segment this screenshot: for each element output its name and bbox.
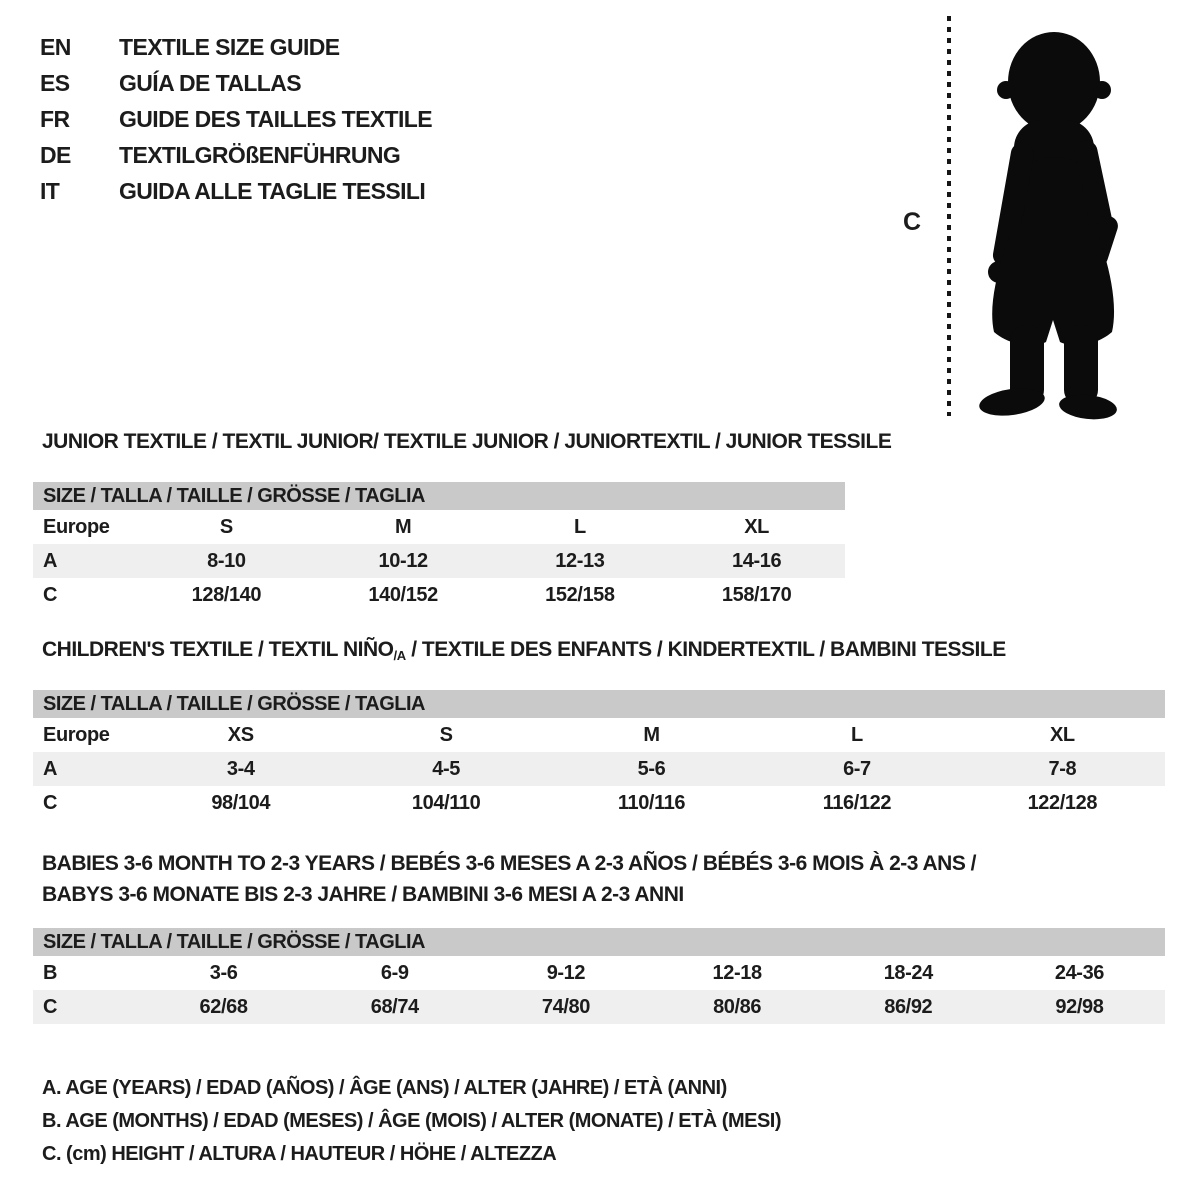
table-cell: S <box>219 515 233 538</box>
table-cell: 3-6 <box>209 961 238 984</box>
table-cell: 98/104 <box>211 791 271 814</box>
table-cell: 74/80 <box>541 995 590 1018</box>
size-table-header: SIZE / TALLA / TAILLE / GRÖSSE / TAGLIA <box>33 482 845 510</box>
table-cell: 5-6 <box>637 757 666 780</box>
babies-section-title-line2: BABYS 3-6 MONATE BIS 2-3 JAHRE / BAMBINI 3-6 MESI A 2-3 ANNI <box>42 883 684 906</box>
table-cell: L <box>851 723 863 746</box>
table-cell: S <box>439 723 453 746</box>
legend-line-c: C. (cm) HEIGHT / ALTURA / HAUTEUR / HÖHE / ALTEZZA <box>42 1143 557 1165</box>
table-row <box>33 578 845 612</box>
language-row-es <box>40 65 432 101</box>
table-cell: 104/110 <box>411 791 481 814</box>
toddler-silhouette-icon <box>962 20 1142 420</box>
language-code: EN <box>40 33 71 60</box>
children-section-title <box>42 638 1006 663</box>
table-cell: 18-24 <box>883 961 933 984</box>
table-row <box>33 544 845 578</box>
language-title: GUIDA ALLE TAGLIE TESSILI <box>119 177 426 204</box>
table-row <box>33 718 1165 752</box>
height-label-c: C <box>903 208 922 236</box>
table-cell: 12-18 <box>712 961 762 984</box>
row-label: B <box>43 961 58 984</box>
table-cell: M <box>643 723 660 746</box>
table-cell: 6-7 <box>843 757 871 780</box>
language-title: GUÍA DE TALLAS <box>119 69 301 96</box>
table-cell: 10-12 <box>378 549 428 572</box>
row-label: C <box>43 791 58 814</box>
language-row-it <box>40 173 432 209</box>
table-row <box>33 990 1165 1024</box>
size-table-header: SIZE / TALLA / TAILLE / GRÖSSE / TAGLIA <box>33 690 1165 718</box>
table-cell: 152/158 <box>545 583 615 606</box>
table-row <box>33 956 1165 990</box>
table-cell: 116/122 <box>822 791 892 814</box>
table-cell: 12-13 <box>555 549 605 572</box>
table-cell: 8-10 <box>207 549 246 572</box>
table-cell: M <box>394 515 412 538</box>
children-size-table <box>33 690 1165 820</box>
table-cell: XL <box>744 515 769 538</box>
table-cell: 9-12 <box>546 961 586 984</box>
table-cell: 68/74 <box>370 995 419 1018</box>
table-cell: XL <box>1049 723 1075 746</box>
row-label: A <box>43 549 58 572</box>
language-row-en <box>40 29 432 65</box>
table-cell: 6-9 <box>380 961 409 984</box>
language-title: TEXTILE SIZE GUIDE <box>119 33 340 60</box>
height-measure-dashed-line <box>947 16 951 416</box>
language-code: ES <box>40 69 70 96</box>
language-code: DE <box>40 141 71 168</box>
row-label: Europe <box>43 723 110 746</box>
table-cell: 128/140 <box>191 583 262 606</box>
table-cell: 110/116 <box>617 791 686 814</box>
table-cell: L <box>573 515 586 538</box>
legend <box>42 1072 781 1171</box>
table-cell: 92/98 <box>1055 995 1104 1018</box>
legend-line-a: A. AGE (YEARS) / EDAD (AÑOS) / ÂGE (ANS) / ALTER (JAHRE) / ETÀ (ANNI) <box>42 1077 727 1099</box>
table-cell: 7-8 <box>1048 757 1077 780</box>
children-title-post: / TEXTILE DES ENFANTS / KINDERTEXTIL / BAMBINI TESSILE <box>405 638 1006 661</box>
table-row <box>33 510 845 544</box>
junior-section-title: JUNIOR TEXTILE / TEXTIL JUNIOR/ TEXTILE JUNIOR / JUNIORTEXTIL / JUNIOR TESSILE <box>42 430 892 453</box>
table-cell: 14-16 <box>732 549 782 572</box>
table-cell: 80/86 <box>713 995 762 1018</box>
table-row <box>33 752 1165 786</box>
children-title-sub: /A <box>393 648 406 663</box>
row-label: Europe <box>43 515 110 538</box>
language-title: GUIDE DES TAILLES TEXTILE <box>119 105 432 132</box>
language-title: TEXTILGRÖßENFÜHRUNG <box>119 141 401 168</box>
language-list <box>40 29 432 209</box>
table-cell: 86/92 <box>884 995 933 1018</box>
table-cell: 4-5 <box>432 757 460 780</box>
babies-section-title-line1: BABIES 3-6 MONTH TO 2-3 YEARS / BEBÉS 3-6 MESES A 2-3 AÑOS / BÉBÉS 3-6 MOIS À 2-3 ANS / <box>42 852 977 875</box>
table-cell: 24-36 <box>1054 961 1105 984</box>
row-label: C <box>43 583 58 606</box>
legend-line-b: B. AGE (MONTHS) / EDAD (MESES) / ÂGE (MOIS) / ALTER (MONATE) / ETÀ (MESI) <box>42 1110 782 1132</box>
language-code: FR <box>40 105 70 132</box>
language-row-fr <box>40 101 432 137</box>
children-title-pre: CHILDREN'S TEXTILE / TEXTIL NIÑO <box>42 638 394 661</box>
table-cell: 122/128 <box>1027 791 1098 814</box>
table-cell: 62/68 <box>199 995 248 1018</box>
babies-size-table <box>33 928 1165 1024</box>
junior-size-table <box>33 482 845 612</box>
table-row <box>33 786 1165 820</box>
table-cell: XS <box>227 723 254 746</box>
table-cell: 140/152 <box>368 583 438 606</box>
language-code: IT <box>40 177 60 204</box>
row-label: C <box>43 995 58 1018</box>
table-cell: 3-4 <box>226 757 255 780</box>
table-cell: 158/170 <box>721 583 792 606</box>
size-table-header: SIZE / TALLA / TAILLE / GRÖSSE / TAGLIA <box>33 928 1165 956</box>
row-label: A <box>43 757 58 780</box>
language-row-de <box>40 137 432 173</box>
